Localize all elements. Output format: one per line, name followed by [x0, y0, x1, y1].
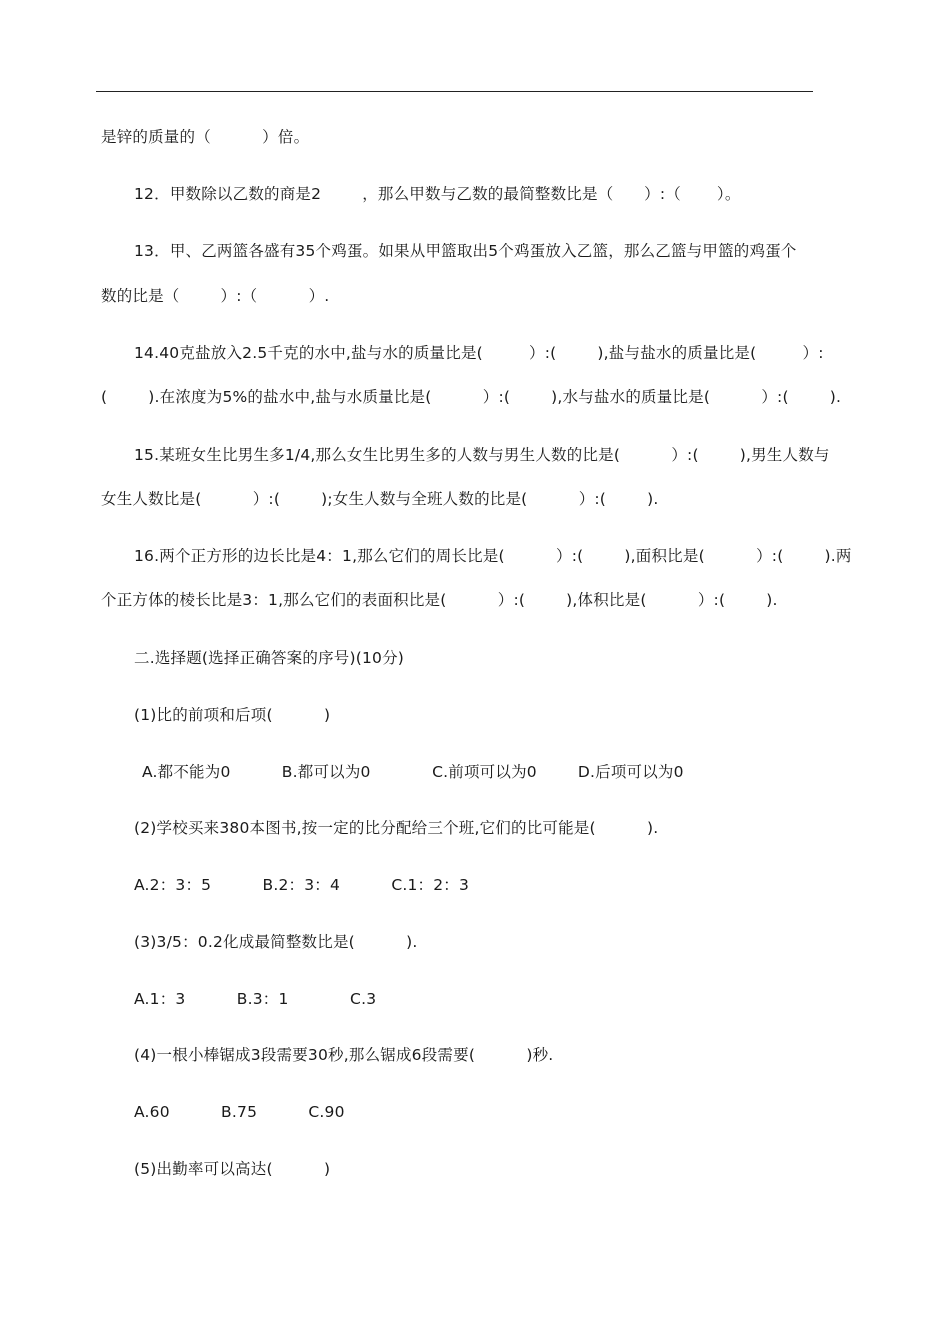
section-heading-choice: 二.选择题(选择正确答案的序号)(10分): [134, 649, 405, 667]
choice-question-3: (3)3/5：0.2化成最简整数比是( ).: [134, 933, 418, 951]
choice-question-5: (5)出勤率可以高达( ): [134, 1160, 331, 1178]
header-rule: [96, 91, 813, 92]
choice-question-2: (2)学校买来380本图书,按一定的比分配给三个班,它们的比可能是( ).: [134, 819, 659, 837]
choice-question-3-options: A.1：3 B.3：1 C.3: [134, 990, 377, 1008]
choice-question-1: (1)比的前项和后项( ): [134, 706, 331, 724]
choice-question-1-options: A.都不能为0 B.都可以为0 C.前项可以为0 D.后项可以为0: [142, 763, 684, 781]
question-16-line-1: 16.两个正方形的边长比是4：1,那么它们的周长比是( ）:( ),面积比是( ）:( ).两: [134, 547, 852, 565]
question-12: 12．甲数除以乙数的商是2 ，那么甲数与乙数的最简整数比是（ ）:（ ）。: [134, 185, 741, 203]
question-13-line-1: 13．甲、乙两篮各盛有35个鸡蛋。如果从甲篮取出5个鸡蛋放入乙篮，那么乙篮与甲篮的鸡蛋个: [134, 242, 797, 260]
choice-question-4: (4)一根小棒锯成3段需要30秒,那么锯成6段需要( )秒.: [134, 1046, 554, 1064]
question-15-line-2: 女生人数比是( ）:( );女生人数与全班人数的比是( ）:( ).: [101, 490, 659, 508]
question-13-line-2: 数的比是（ ）:（ ）.: [101, 287, 330, 305]
choice-question-2-options: A.2：3：5 B.2：3：4 C.1：2：3: [134, 876, 470, 894]
choice-question-4-options: A.60 B.75 C.90: [134, 1103, 345, 1121]
question-15-line-1: 15.某班女生比男生多1/4,那么女生比男生多的人数与男生人数的比是( ）:( ),男生人数与: [134, 446, 830, 464]
question-14-line-2: ( ).在浓度为5%的盐水中,盐与水质量比是( ）:( ),水与盐水的质量比是( ）:( ).: [101, 388, 842, 406]
question-14-line-1: 14.40克盐放入2.5千克的水中,盐与水的质量比是( ）:( ),盐与盐水的质量比是( ）:: [134, 344, 824, 362]
question-16-line-2: 个正方体的棱长比是3：1,那么它们的表面积比是( ）:( ),体积比是( ）:( ).: [101, 591, 778, 609]
question-11-continuation: 是锌的质量的（ ）倍。: [101, 128, 310, 146]
